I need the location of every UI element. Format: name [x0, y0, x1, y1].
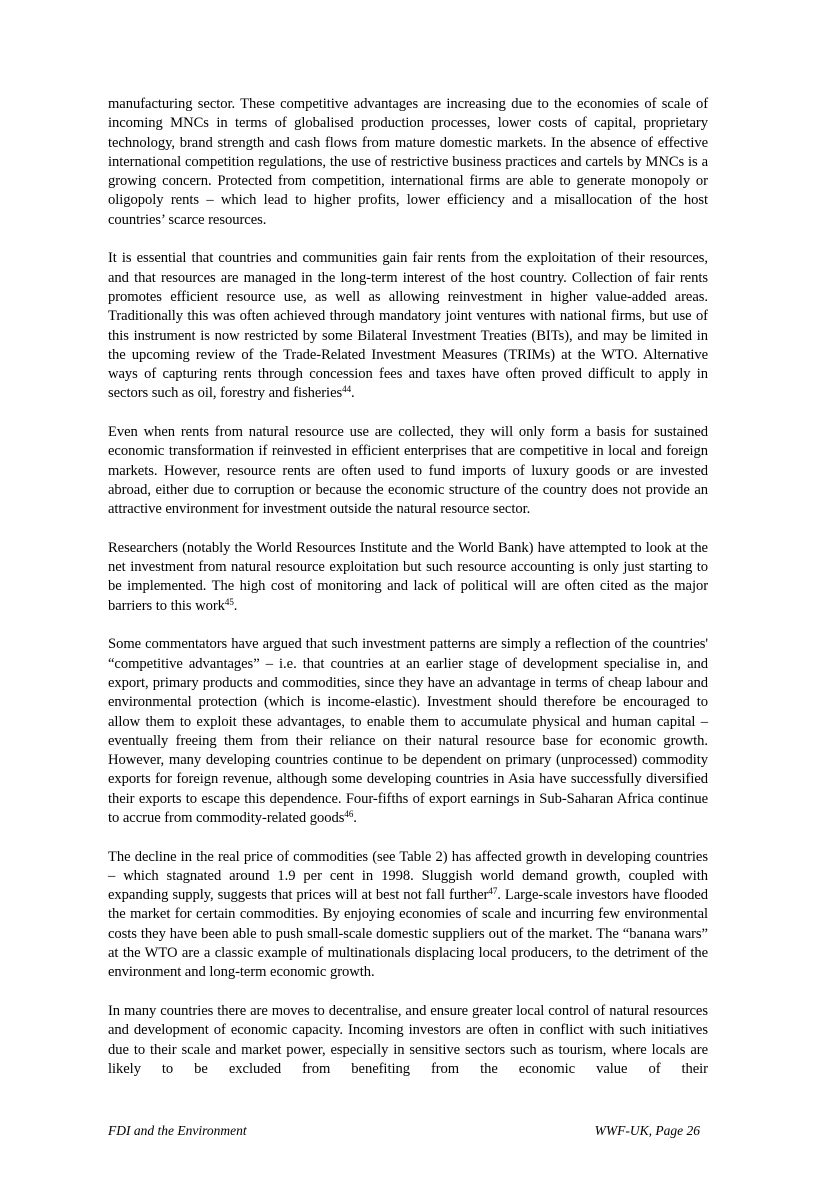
page-footer — [108, 1098, 700, 1140]
paragraph-text: It is essential that countries and communities gain fair rents from the exploitation of their resources, and that resources are managed in the long-term interest of the host country. Collection of fair rents promotes efficient resource use, as well as allowing reinvestment in higher value-added areas. Traditionally this was often achieved through mandatory joint ventures with national firms, but use of this instrument is now restricted by some Bilateral Investment Treaties (BITs), and may be limited in the upcoming review of the Trade-Related Investment Measures (TRIMs) at the WTO. Alternative ways of capturing rents through concession fees and taxes have often proved difficult to apply in sectors such as oil, forestry and fisheries — [108, 250, 708, 402]
paragraph-4 — [108, 539, 708, 616]
paragraph-text: Some commentators have argued that such investment patterns are simply a reflection of the countries' “competitive advantages” – i.e. that countries at an earlier stage of development specialise in, and export, primary products and commodities, since they have an advantage in terms of cheap labour and environmental protection (which is income-elastic). Investment should therefore be encouraged to allow them to exploit these advantages, to enable them to accumulate physical and human capital – eventually freeing them from their reliance on their natural resource base for economic growth. However, many developing countries continue to be dependent on primary (unprocessed) commodity exports for foreign revenue, although some developing countries in Asia have successfully diversified their exports to escape this dependence. Four-fifths of export earnings in Sub-Saharan Africa continue to accrue from commodity-related goods — [108, 636, 708, 826]
footnote-ref[interactable]: 47 — [488, 886, 498, 897]
paragraph-5 — [108, 635, 708, 828]
paragraph-text: In many countries there are moves to decentralise, and ensure greater local control of natural resources and development of economic capacity. Incoming investors are often in conflict with such initiatives due to their scale and market power, especially in sensitive sectors such as tourism, where locals are likely to be excluded from benefiting from the economic value of their — [108, 1002, 708, 1077]
paragraph-text: Researchers (notably the World Resources Institute and the World Bank) have attempted to look at the net investment from natural resource exploitation but such resource accounting is only just starting to be implemented. The high cost of monitoring and lack of political will are often cited as the major barriers to this work — [108, 539, 708, 614]
paragraph-text: Even when rents from natural resource use are collected, they will only form a basis for sustained economic transformation if reinvested in efficient enterprises that are competitive in local and foreign markets. However, resource rents are often used to fund imports of luxury goods or are invested abroad, either due to corruption or because the economic structure of the country does not provide an attractive environment for investment outside the natural resource sector. — [108, 424, 708, 518]
footnote-ref[interactable]: 44 — [342, 384, 352, 395]
paragraph-text: The decline in the real price of commodities (see Table 2) has affected growth in developing countries – which stagnated around 1.9 per cent in 1998. Sluggish world demand growth, coupled with expanding supply, suggests that prices will at best not fall further — [108, 848, 708, 904]
footer-page-number: WWF-UK, Page 26 — [594, 1123, 700, 1139]
paragraph-text: manufacturing sector. These competitive advantages are increasing due to the economies of scale of incoming MNCs in terms of globalised production processes, lower costs of capital, proprietary technology, brand strength and cash flows from mature domestic markets. In the absence of effective international competition regulations, the use of restrictive business practices and cartels by MNCs is a growing concern. Protected from competition, international firms are able to generate monopoly or oligopoly rents – which lead to higher profits, lower efficiency and a misallocation of the host countries’ scarce resources. — [108, 96, 708, 228]
paragraph-text: . Large-scale investors have flooded the market for certain commodities. By enjoying economies of scale and incurring few environmental costs they have been able to push small-scale domestic suppliers out of the market. The “banana wars” at the WTO are a classic example of multinationals displacing local producers, to the detriment of the environment and long-term economic growth. — [108, 887, 708, 981]
paragraph-1 — [108, 95, 708, 230]
paragraph-text: . — [353, 809, 357, 826]
page-body — [108, 95, 708, 1098]
paragraph-3 — [108, 423, 708, 519]
paragraph-2 — [108, 249, 708, 403]
paragraph-6 — [108, 848, 708, 983]
paragraph-7 — [108, 1002, 708, 1079]
paragraph-text: . — [233, 597, 238, 614]
footer-document-title: FDI and the Environment — [108, 1123, 247, 1139]
paragraph-text: . — [351, 385, 355, 402]
footnote-ref[interactable]: 46 — [344, 808, 354, 819]
footnote-ref[interactable]: 45 — [224, 596, 234, 607]
